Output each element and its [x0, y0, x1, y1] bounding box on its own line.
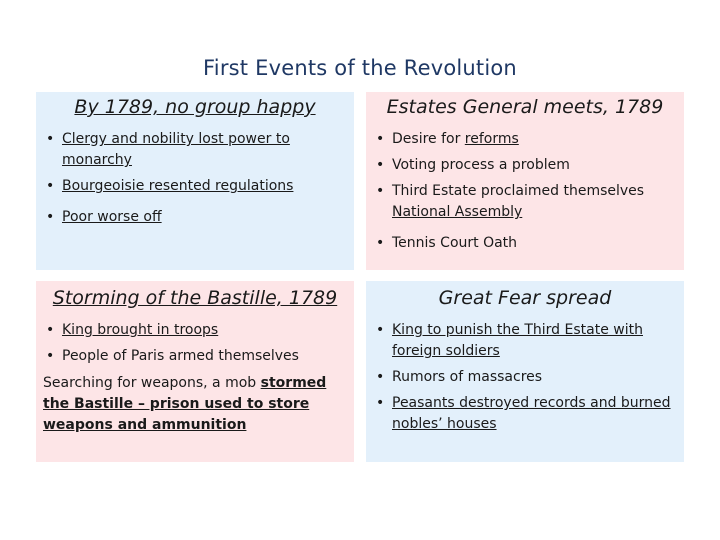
- list-item-text: Clergy and nobility lost power to monarchy: [62, 131, 290, 168]
- box-heading: Estates General meets, 1789: [386, 96, 664, 118]
- list-item: [374, 233, 678, 254]
- list-item-text: King brought in troops: [62, 322, 219, 338]
- list-item: [44, 176, 348, 197]
- list-item: [44, 129, 348, 171]
- slide-title: First Events of the Revolution: [203, 56, 517, 80]
- box-heading: Great Fear spread: [438, 287, 612, 309]
- paragraph: [43, 373, 348, 436]
- list-item-text: Tennis Court Oath: [392, 235, 518, 251]
- list-item: [374, 320, 678, 362]
- list-item-link-text: reforms: [464, 131, 519, 147]
- box-heading: Storming of the Bastille, 1789: [52, 287, 338, 309]
- box-no-group-happy: [36, 92, 354, 270]
- list-item: [44, 207, 348, 228]
- list-item: [374, 181, 678, 223]
- list-item-text: Voting process a problem: [392, 157, 570, 173]
- list-item-text: Rumors of massacres: [392, 369, 543, 385]
- bullet-list: [44, 320, 348, 367]
- list-item-text: Desire for: [392, 131, 465, 147]
- list-item-text: Third Estate proclaimed themselves: [392, 183, 645, 199]
- list-item-text: People of Paris armed themselves: [62, 348, 299, 364]
- list-item-text: Poor worse off: [62, 209, 162, 225]
- list-item: [374, 155, 678, 176]
- list-item: [44, 320, 348, 341]
- list-item-text: King to punish the Third Estate with foreign soldiers: [392, 322, 643, 359]
- box-estates-general: [366, 92, 684, 270]
- list-item: [374, 367, 678, 388]
- list-item: [374, 129, 678, 150]
- paragraph-text: Searching for weapons, a mob: [43, 375, 261, 391]
- box-storming-bastille: [36, 281, 354, 462]
- list-item-text: Bourgeoisie resented regulations: [62, 178, 294, 194]
- paragraph-emphasis: stormed the Bastille – prison used to store weapons and ammunition: [43, 375, 327, 433]
- list-item: [374, 393, 678, 435]
- list-item-link-text: National Assembly: [392, 204, 523, 220]
- box-heading: By 1789, no group happy: [74, 96, 316, 118]
- list-item-text: Peasants destroyed records and burned nobles’ houses: [392, 395, 671, 432]
- box-great-fear: [366, 281, 684, 462]
- bullet-list: [44, 129, 348, 228]
- bullet-list: [374, 129, 678, 254]
- list-item: [44, 346, 348, 367]
- bullet-list: [374, 320, 678, 435]
